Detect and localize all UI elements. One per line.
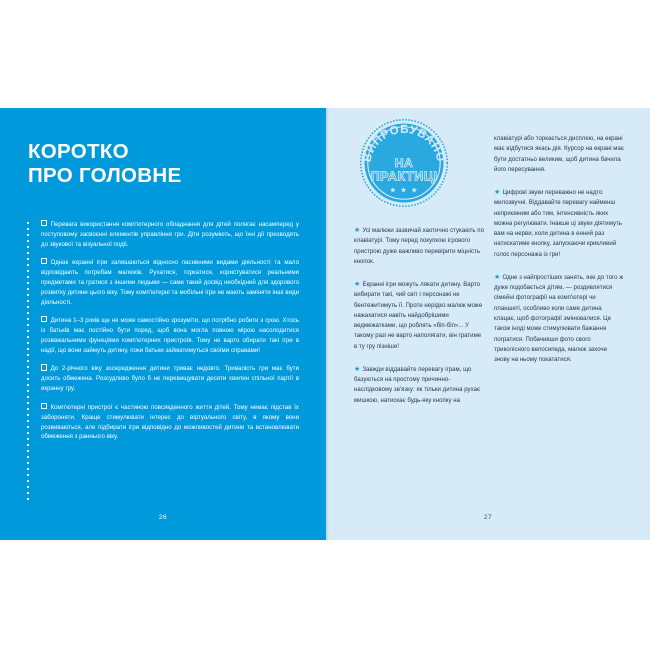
right-paragraph-text: Завжди віддавайте перевагу іграм, що базуються на простому причинно-наслідковому зв'язку: як тільки дитина рухає мишкою, натискає будь-яку кнопку на [354, 366, 481, 404]
page-number-left: 26 [158, 514, 168, 521]
star-bullet-icon: ★ [354, 227, 361, 234]
left-paragraph [27, 258, 299, 307]
left-paragraph [27, 316, 299, 356]
star-bullet-icon: ★ [494, 273, 501, 281]
book-spread [0, 108, 650, 540]
square-bullet-icon [41, 316, 47, 322]
left-paragraph [27, 364, 299, 394]
right-paragraph-text: Одне з найпростіших занять, яке до того ж дуже подобається дітям, — роздивлятися сімейні фотографії на комп'ютері чи планшеті, особливо коли саме дитина клацає, щоб фотографії змінювалися. Це також іноді може стимулювати бажання погратися. Побачивши фото свого триколісного велосипеда, малюк захоче знову на ньому покататися. [494, 274, 624, 364]
badge-arc-text: ВИПРОБУВАНО [360, 122, 448, 164]
left-paragraph-text: До 2-річного віку зосередження дитини триває недовго. Тривалість гри має бути досить обмежена. Розсудливо було б не перевищувати десяти хвилин спільної партії в екранну гру. [41, 365, 299, 393]
square-bullet-icon [41, 403, 47, 409]
star-bullet-icon: ★ [354, 365, 361, 373]
right-paragraph [494, 188, 624, 260]
right-paragraph-text: Усі малюки зазвичай хаотично стукають по клавіатурі. Тому перед покупкою ігрового пристрою дуже важливо перевірити міцність кнопок. [354, 228, 484, 265]
page-title-line-2: ПРО ГОЛОВНЕ [28, 163, 182, 187]
right-paragraph [494, 134, 624, 175]
right-paragraph [494, 273, 624, 365]
badge-center-line-2: ПРАКТИЦІ [370, 169, 438, 184]
left-paragraph-text: Перевага використання комп'ютерного обладнання для дітей полягає насамперед у поступовому засвоєнні елементів управління гри. Діти розуміють, що їхні дії призводять до звукової та візуальної події. [41, 221, 299, 248]
right-paragraph-text: Екранні ігри можуть лякати дитину. Варто вибирати такі, чий світ і персонажі не бентежитимуть її. Проте нерідко малюк може нажахатися навіть найдобрішими ведмежатками, що роблять «біп-біп»... У такому разі не варто наполягати, він гратиме в ту гру пізніше! [354, 282, 483, 350]
square-bullet-icon [41, 258, 47, 264]
left-paragraph-text: Комп'ютерні пристрої є частиною повсякденного життя дітей. Тому немає підстав їх забороняти. Краще стимулювати інтерес до віртуального світу, в якому вони розвиваються, але підбирати ігри відповідно до можливостей дитини та встановлювати обмеження з раннього віку. [41, 403, 299, 441]
square-bullet-icon [41, 364, 47, 370]
left-paragraph-text: Дитина 1–3 років ще не може самостійно зрозуміти, що потрібно робити з грою. Хтось із батьків має постійно бути поряд, щоб вона могла повною мірою насолодитися розважальними функціями комп'ютерних пристроїв. Тому не варто обирати такі ігри в надії, що вони займуть дитину, поки батьки займатимуться своїми справами! [41, 317, 299, 355]
right-page-columns [326, 108, 650, 540]
badge-center-line-1: НА [394, 155, 414, 170]
left-paragraph [27, 220, 299, 250]
page-title [28, 140, 181, 188]
left-page [0, 108, 326, 540]
square-bullet-icon [41, 220, 47, 226]
right-paragraph-text: клавіатурі або торкається дисплею, на екрані має відбутися якась дія. Курсор на екрані має бути достатньо великим, щоб дитина бачила його пересування. [494, 136, 624, 173]
badge-stars-icon: ★ ★ ★ [389, 185, 419, 195]
right-column-b [494, 134, 624, 365]
right-paragraph [354, 226, 484, 267]
right-paragraph-text: Цифрові звуки переважно не надто милозвучні. Віддавайте перевагу найменш неприємним або тим, інтенсивність яких можна регулювати. Інакше ці звуки діятимуть вам на нерви, коли дитина в енний раз натискатиме кнопку, запускаючи крикливий голос персонажа із гри! [494, 190, 622, 258]
page-number-right: 27 [483, 514, 493, 521]
right-paragraph [354, 365, 484, 406]
right-paragraph [354, 280, 484, 352]
right-column-a [354, 226, 484, 406]
left-page-body [27, 220, 299, 442]
left-paragraph-text: Однак екранні ігри залишаються відносно пасивними видами діяльності та мало відповідають потребам малюків. Рухатися, торкатися, користуватися реальними предметами та гратися з іншими людьми — саме такий досвід необхідний для здорового розвитку дитини цього віку. Тому комп'ютерні та мобільні ігри не мають заміняти інші види діяльності. [41, 259, 299, 306]
page-title-line-1: КОРОТКО [28, 140, 129, 163]
left-paragraph [27, 403, 299, 443]
star-bullet-icon: ★ [354, 281, 361, 289]
star-bullet-icon: ★ [494, 189, 501, 197]
right-page [326, 108, 650, 540]
